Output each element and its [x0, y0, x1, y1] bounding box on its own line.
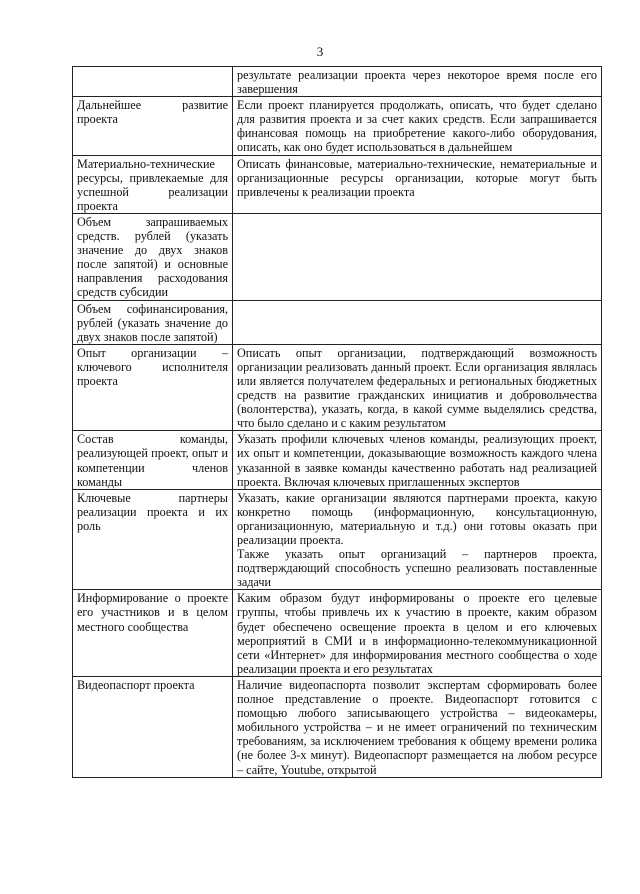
row-content [233, 300, 602, 344]
row-label: Видеопаспорт проекта [73, 676, 233, 777]
project-description-table [72, 66, 602, 778]
table-row [73, 97, 602, 155]
table-row [73, 67, 602, 97]
content-paragraph: Каким образом будут информированы о проекте его целевые группы, чтобы привлечь их к участию в проекте, каким образом будет обеспечено освещение проекта в целом и его ключевых мероприятий в СМИ и в информационно-телекоммуникационной сети «Интернет» для информирования местного сообщества о ходе реализации проекта и его результатах [237, 591, 597, 676]
content-paragraph: Описать финансовые, материально-технические, нематериальные и организационные ресурсы организации, которые могут быть привлечены к реализации проекта [237, 156, 597, 199]
content-paragraph: Также указать опыт организаций – партнеров проекта, подтверждающий способность успешно реализовать поставленные задачи [237, 547, 597, 590]
content-paragraph: Описать опыт организации, подтверждающий возможность организации реализовать данный проект. Если организация являлась или является получателем федеральных и региональных бюджетных средств на развитие гражданских инициатив и добровольчества (волонтерства), указать, когда, в какой сумме выделялись средства, что было сделано и с каким результатом [237, 345, 597, 431]
row-label: Состав команды, реализующей проект, опыт и компетенции членов команды [73, 431, 233, 489]
table-row [73, 431, 602, 489]
row-label: Объем софинансирования, рублей (указать значение до двух знаков после запятой) [73, 300, 233, 344]
table-row [73, 344, 602, 431]
row-content [233, 431, 602, 489]
row-label: Ключевые партнеры реализации проекта и их роль [73, 489, 233, 590]
content-paragraph: Указать профили ключевых членов команды, реализующих проект, их опыт и компетенции, доказывающие возможность каждого члена указанной в заявке команды качественно работать над реализацией проекта. Включая ключевых приглашенных экспертов [237, 432, 597, 489]
content-paragraph: Наличие видеопаспорта позволит экспертам сформировать более полное представление о проекте. Видеопаспорт готовится с помощью любого записывающего устройства – видеокамеры, мобильного устройства – и не имеет ограничений по техническим требованиям, за исключением требования к общему времени ролика (не более 3-х минут). Видеопаспорт размещается на любом ресурсе – сайте, Youtube, открытой [237, 677, 597, 777]
table-row [73, 489, 602, 590]
table-row [73, 676, 602, 777]
content-paragraph: Указать, какие организации являются партнерами проекта, какую конкретно помощь (информационную, консультационную, организационную, материальную и т.д.) они готовы оказать при реализации проекта. [237, 490, 597, 547]
row-label: Опыт организации – ключевого исполнителя проекта [73, 344, 233, 431]
table-row [73, 590, 602, 677]
row-label: Информирование о проекте его участников и в целом местного сообщества [73, 590, 233, 677]
content-paragraph: результате реализации проекта через некоторое время после его завершения [237, 68, 597, 97]
row-label: Дальнейшее развитие проекта [73, 97, 233, 155]
row-content [233, 590, 602, 677]
content-paragraph: Если проект планируется продолжать, описать, что будет сделано для развития проекта и за счет каких средств. Если запрашивается финансовая помощь на приобретение какого-либо оборудования, описать, как оно будет использоваться в дальнейшем [237, 98, 597, 155]
row-label: Объем запрашиваемых средств. рублей (указать значение до двух знаков после запятой) и основные направления расходования средств субсидии [73, 213, 233, 300]
row-label: Материально-технические ресурсы, привлекаемые для успешной реализации проекта [73, 155, 233, 213]
row-content [233, 97, 602, 155]
page-number: 3 [316, 44, 324, 59]
row-content [233, 155, 602, 213]
row-content [233, 344, 602, 431]
row-label [73, 67, 233, 97]
table-row [73, 300, 602, 344]
row-content [233, 213, 602, 300]
row-content [233, 67, 602, 97]
table-row [73, 155, 602, 213]
row-content [233, 676, 602, 777]
table-row [73, 213, 602, 300]
row-content [233, 489, 602, 590]
